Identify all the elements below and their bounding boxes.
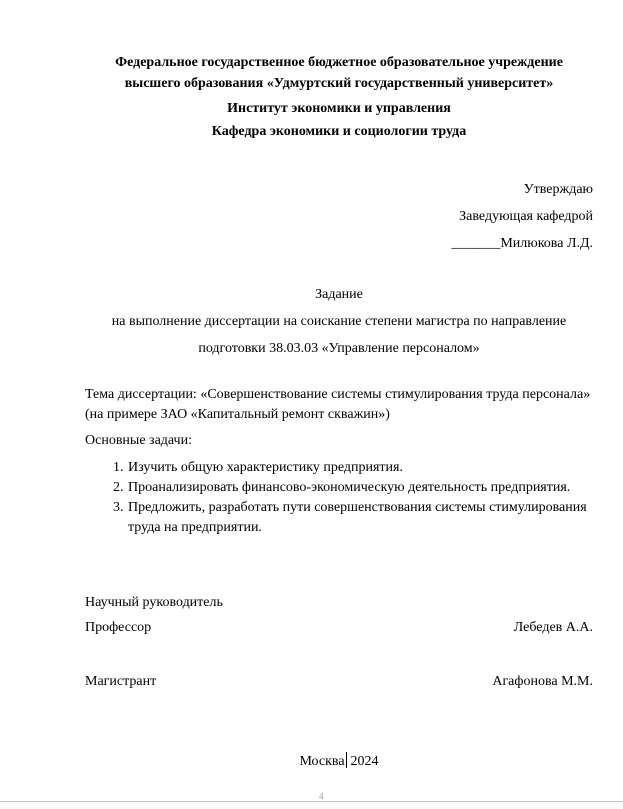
approval-word[interactable]: Утверждаю	[523, 182, 593, 197]
tasks-label[interactable]: Основные задачи:	[85, 433, 192, 448]
assignment-block	[85, 281, 593, 362]
student-role: Магистрант	[85, 674, 157, 689]
list-item-text: Изучить общую характеристику предприятия.	[128, 460, 403, 475]
approver-signature-line[interactable]: _______Милюкова Л.Д.	[451, 236, 593, 251]
city-text: Москва	[299, 754, 345, 769]
list-item-text: Проанализировать финансово-экономическую деятельность предприятия.	[128, 480, 571, 495]
page-break-artifact: 4	[319, 792, 324, 801]
org-name-line-1[interactable]: Федеральное государственное бюджетное образовательное учреждение	[115, 55, 563, 70]
year-text: 2024	[350, 754, 379, 769]
supervisor-name: Лебедев А.А.	[513, 620, 593, 635]
approver-position[interactable]: Заведующая кафедрой	[459, 209, 593, 224]
text-caret	[346, 752, 347, 768]
task-list	[85, 458, 593, 538]
list-item[interactable]	[85, 458, 593, 478]
list-item-number: 1.	[113, 460, 124, 475]
dissertation-topic[interactable]: Тема диссертации: «Совершенствование системы стимулирования труда персонала» (на примере ЗАО «Капитальный ремонт скважин»)	[85, 387, 591, 422]
list-item-number: 3.	[113, 500, 124, 515]
supervisor-role: Профессор	[85, 620, 152, 635]
supervisor-signature-row[interactable]	[85, 618, 593, 638]
list-item[interactable]	[85, 498, 593, 538]
page-margin-area	[0, 802, 623, 809]
org-name-line-2[interactable]: высшего образования «Удмуртский государственный университет»	[124, 76, 554, 91]
student-signature-row[interactable]	[85, 672, 593, 692]
assignment-title[interactable]: Задание	[315, 287, 363, 302]
student-name: Агафонова М.М.	[492, 674, 593, 689]
supervisor-label[interactable]: Научный руководитель	[85, 595, 223, 610]
list-item-text: Предложить, разработать пути совершенствования системы стимулирования труда на предприятии.	[128, 500, 587, 535]
assignment-line-1[interactable]: на выполнение диссертации на соискание степени магистра по направление	[111, 314, 567, 329]
list-item[interactable]	[85, 478, 593, 498]
assignment-line-2[interactable]: подготовки 38.03.03 «Управление персоналом»	[198, 341, 480, 356]
institute-name[interactable]: Институт экономики и управления	[227, 101, 451, 116]
city-year-line[interactable]	[85, 752, 593, 772]
list-item-number: 2.	[113, 480, 124, 495]
approval-block	[85, 176, 593, 257]
department-name[interactable]: Кафедра экономики и социологии труда	[211, 124, 467, 139]
